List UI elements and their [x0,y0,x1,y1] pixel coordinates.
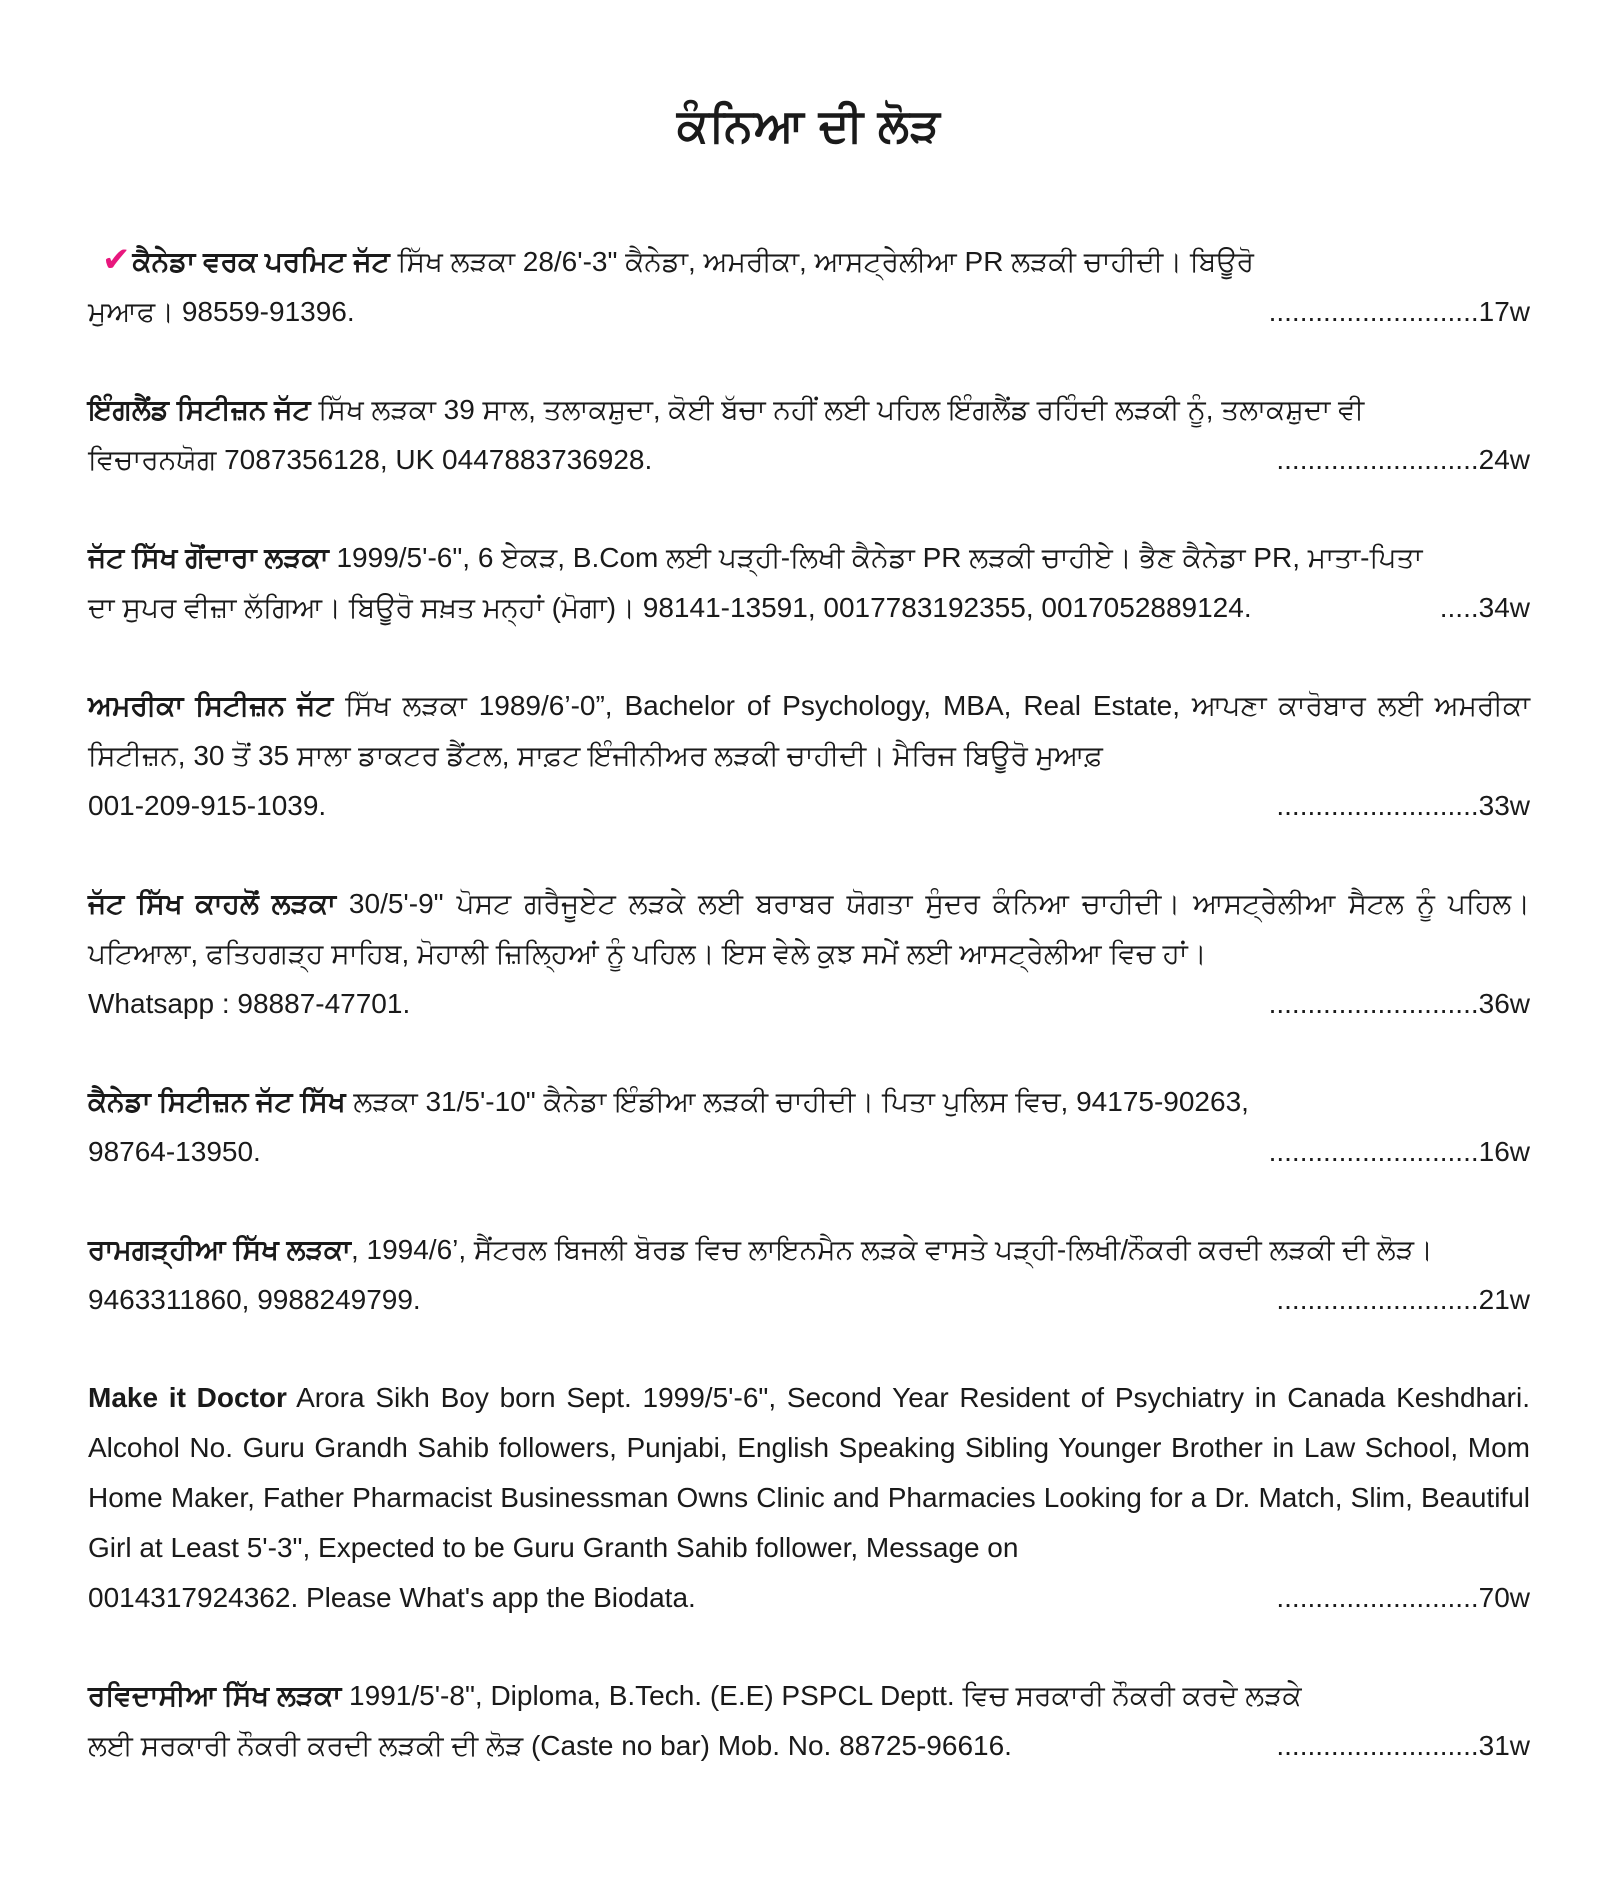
ad-text [88,681,1530,781]
page-title: ਕੰਨਿਆ ਦੀ ਲੋੜ [677,99,941,151]
ad-body: 30/5'-9" ਪੋਸਟ ਗਰੈਜੂਏਟ ਲੜਕੇ ਲਈ ਬਰਾਬਰ ਯੋਗਤਾ ਸੁੰਦਰ ਕੰਨਿਆ ਚਾਹੀਦੀ। ਆਸਟ੍ਰੇਲੀਆ ਸੈਟਲ ਨੂੰ ਪਹਿਲ। ਪਟਿਆਲਾ, ਫਤਿਹਗੜ੍ਹ ਸਾਹਿਬ, ਮੋਹਾਲੀ ਜ਼ਿਲ੍ਹਿਆਂ ਨੂੰ ਪਹਿਲ। ਇਸ ਵੇਲੇ ਕੁਝ ਸਮੇਂ ਲਈ ਆਸਟ੍ਰੇਲੀਆ ਵਿਚ ਹਾਂ। [88,888,1530,969]
ad-body: ਸਿੱਖ ਲੜਕਾ 1989/6’-0”, Bachelor of Psychology, MBA, Real Estate, ਆਪਣਾ ਕਾਰੋਬਾਰ ਲਈ ਅਮਰੀਕਾ ਸਿਟੀਜ਼ਨ, 30 ਤੋਂ 35 ਸਾਲਾ ਡਾਕਟਰ ਡੈਂਟਲ, ਸਾਫ਼ਟ ਇੰਜੀਨੀਅਰ ਲੜਕੀ ਚਾਹੀਦੀ। ਮੈਰਿਜ ਬਿਊਰੋ ਮੁਆਫ਼ [88,690,1531,771]
ad-text [88,533,1530,583]
ad-tail: ਮੁਆਫ। 98559-91396. [88,296,355,327]
ad-item [88,1225,1530,1325]
ad-footer [88,1721,1530,1771]
ad-text [88,385,1530,435]
ad-item [88,533,1530,633]
ad-footer [88,1573,1530,1623]
checkmark-icon: ✔ [102,241,131,279]
ad-body: 1999/5'-6", 6 ਏਕੜ, B.Com ਲਈ ਪੜ੍ਹੀ-ਲਿਖੀ ਕੈਨੇਡਾ PR ਲੜਕੀ ਚਾਹੀਏ। ਭੈਣ ਕੈਨੇਡਾ PR, ਮਾਤਾ-ਪਿਤਾ [328,542,1423,573]
ad-lead: ਰਵਿਦਾਸੀਆ ਸਿੱਖ ਲੜਕਾ [88,1680,342,1711]
ad-tail: 98764-13950. [88,1136,261,1167]
classifieds-page [88,0,1530,1819]
ad-list [88,235,1530,1771]
ad-item [88,385,1530,485]
ad-text [88,1373,1530,1573]
ad-footer [88,781,1530,831]
ad-footer [88,435,1530,485]
ad-lead: ਅਮਰੀਕਾ ਸਿਟੀਜ਼ਨ ਜੱਟ [88,690,334,721]
ad-tail: 0014317924362. Please What's app the Biodata. [88,1582,696,1613]
ad-body: ਸਿੱਖ ਲੜਕਾ 28/6'-3" ਕੈਨੇਡਾ, ਅਮਰੀਕਾ, ਆਸਟ੍ਰੇਲੀਆ PR ਲੜਕੀ ਚਾਹੀਦੀ। ਬਿਊਰੋ [389,246,1254,277]
ad-tail: Whatsapp : 98887-47701. [88,988,411,1019]
ad-code: ...........................36w [1268,988,1530,1019]
ad-item [88,879,1530,1029]
ad-code: ...........................17w [1268,296,1530,327]
ad-body: ਸਿੱਖ ਲੜਕਾ 39 ਸਾਲ, ਤਲਾਕਸ਼ੁਦਾ, ਕੋਈ ਬੱਚਾ ਨਹੀਂ ਲਈ ਪਹਿਲ ਇੰਗਲੈਂਡ ਰਹਿੰਦੀ ਲੜਕੀ ਨੂੰ, ਤਲਾਕਸ਼ੁਦਾ ਵੀ [310,394,1365,425]
ad-code: ..........................24w [1276,444,1530,475]
ad-body: Arora Sikh Boy born Sept. 1999/5'-6", Second Year Resident of Psychiatry in Canada Keshdhari. Alcohol No. Guru Grandh Sahib followers, Punjabi, English Speaking Sibling Younger Brother in Law School, Mom Home Maker, Father Pharmacist Businessman Owns Clinic and Pharmacies Looking for a Dr. Match, Slim, Beautiful Girl at Least 5'-3", Expected to be Guru Granth Sahib follower, Message on [88,1382,1530,1563]
ad-body: , 1994/6’, ਸੈਂਟਰਲ ਬਿਜਲੀ ਬੋਰਡ ਵਿਚ ਲਾਇਨਮੈਨ ਲੜਕੇ ਵਾਸਤੇ ਪੜ੍ਹੀ-ਲਿਖੀ/ਨੌਕਰੀ ਕਰਦੀ ਲੜਕੀ ਦੀ ਲੋੜ। [350,1234,1433,1265]
ad-footer [88,287,1530,337]
ad-lead: ਰਾਮਗੜ੍ਹੀਆ ਸਿੱਖ ਲੜਕਾ [88,1234,351,1265]
ad-code: ..........................31w [1276,1730,1530,1761]
ad-lead: ਇੰਗਲੈਂਡ ਸਿਟੀਜ਼ਨ ਜੱਟ [88,394,311,425]
ad-text [88,1225,1530,1275]
ad-code: ..........................70w [1276,1582,1530,1613]
ad-body: ਲੜਕਾ 31/5'-10" ਕੈਨੇਡਾ ਇੰਡੀਆ ਲੜਕੀ ਚਾਹੀਦੀ। ਪਿਤਾ ਪੁਲਿਸ ਵਿਚ, 94175-90263, [345,1086,1249,1117]
ad-code: ..........................21w [1276,1284,1530,1315]
ad-item [88,1077,1530,1177]
ad-lead: ਜੱਟ ਸਿੱਖ ਕਾਹਲੋਂ ਲੜਕਾ [88,888,336,919]
ad-tail: 001-209-915-1039. [88,790,327,821]
ad-footer [88,1275,1530,1325]
ad-body: 1991/5'-8", Diploma, B.Tech. (E.E) PSPCL Deptt. ਵਿਚ ਸਰਕਾਰੀ ਨੌਕਰੀ ਕਰਦੇ ਲੜਕੇ [341,1680,1302,1711]
ad-tail: 9463311860, 9988249799. [88,1284,421,1315]
ad-lead: ਕੈਨੇਡਾ ਵਰਕ ਪਰਮਿਟ ਜੱਟ [132,246,390,277]
ad-footer [88,1127,1530,1177]
ad-text [88,1671,1530,1721]
ad-lead: ਕੈਨੇਡਾ ਸਿਟੀਜ਼ਨ ਜੱਟ ਸਿੱਖ [88,1086,346,1117]
ad-lead: Make it Doctor [88,1382,287,1413]
ad-text [88,235,1530,287]
ad-item [88,1373,1530,1623]
ad-tail: ਦਾ ਸੁਪਰ ਵੀਜ਼ਾ ਲੱਗਿਆ। ਬਿਊਰੋ ਸਖ਼ਤ ਮਨ੍ਹਾਂ (ਮੋਗਾ)। 98141-13591, 0017783192355, 0017052889124. [88,592,1252,623]
ad-footer [88,583,1530,633]
ad-text [88,879,1530,979]
ad-item [88,1671,1530,1771]
ad-lead: ਜੱਟ ਸਿੱਖ ਗੋਂਦਾਰਾ ਲੜਕਾ [88,542,329,573]
ad-text [88,1077,1530,1127]
ad-item [88,235,1530,337]
ad-code: .....34w [1439,592,1530,623]
ad-code: ...........................16w [1268,1136,1530,1167]
ad-tail: ਵਿਚਾਰਨਯੋਗ 7087356128, UK 0447883736928. [88,444,653,475]
ad-tail: ਲਈ ਸਰਕਾਰੀ ਨੌਕਰੀ ਕਰਦੀ ਲੜਕੀ ਦੀ ਲੋੜ (Caste no bar) Mob. No. 88725-96616. [88,1730,1012,1761]
ad-code: ..........................33w [1276,790,1530,821]
ad-item [88,681,1530,831]
ad-footer [88,979,1530,1029]
